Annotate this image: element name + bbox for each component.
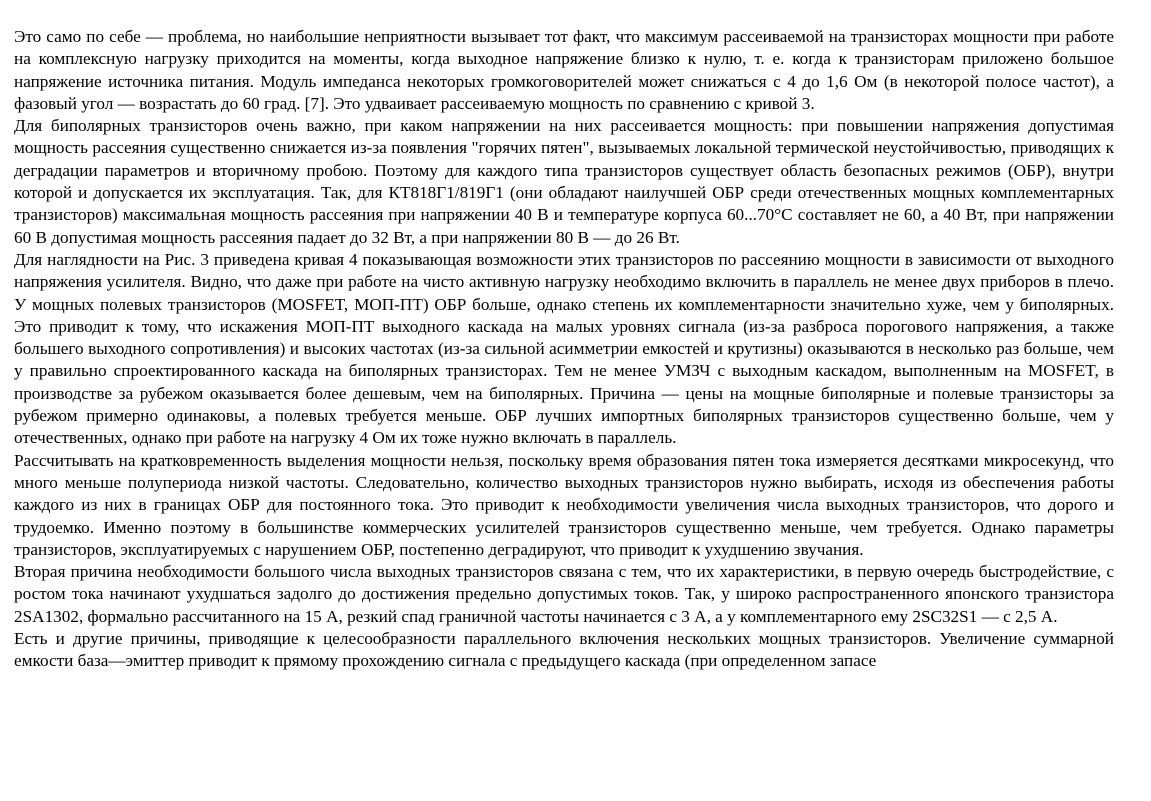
paragraph-6: Есть и другие причины, приводящие к целесообразности параллельного включения нескольких мощных транзисторов. Увеличение суммарной емкости база—эмиттер приводит к прямому прохождению сигнала с предыдущего каскада (при определенном запасе <box>14 629 1114 671</box>
paragraph-5: Вторая причина необходимости большого числа выходных транзисторов связана с тем, что их характеристики, в первую очередь быстродействие, с ростом тока начинают ухудшаться задолго до достижения предельно допустимых токов. Так, у широко распространенного японского транзистора 2SA1302, формально рассчитанного на 15 А, резкий спад граничной частоты начинается с 3 А, а у комплементарного ему 2SC32S1 — с 2,5 А. <box>14 562 1114 626</box>
paragraph-4: Рассчитывать на кратковременность выделения мощности нельзя, поскольку время образования пятен тока измеряется десятками микросекунд, что много меньше полупериода низкой частоты. Следовательно, количество выходных транзисторов нужно выбирать, исходя из обеспечения работы каждого из них в границах ОБР для постоянного тока. Это приводит к необходимости увеличения числа выходных транзисторов, что дорого и трудоемко. Именно поэтому в большинстве коммерческих усилителей транзисторов существенно меньше, чем требуется. Однако параметры транзисторов, эксплуатируемых с нарушением ОБР, постепенно деградируют, что приводит к ухудшению звучания. <box>14 450 1114 559</box>
paragraph-1: Это само по себе — проблема, но наибольшие неприятности вызывает тот факт, что максимум рассеиваемой на транзисторах мощности при работе на комплексную нагрузку приходится на моменты, когда выходное напряжение близко к нулю, т. е. когда к транзисторам приложено большое напряжение источника питания. Модуль импеданса некоторых громкоговорителей может снижаться с 4 до 1,6 Ом (в некоторой полосе частот), а фазовый угол — возрастать до 60 град. [7]. Это удваивает рассеиваемую мощность по сравнению с кривой 3. <box>14 27 1114 113</box>
document-page <box>14 26 1114 673</box>
paragraph-3: Для наглядности на Рис. 3 приведена кривая 4 показывающая возможности этих транзисторов по рассеянию мощности в зависимости от выходного напряжения усилителя. Видно, что даже при работе на чисто активную нагрузку необходимо включить в параллель не менее двух приборов в плечо. У мощных полевых транзисторов (MOSFET, МОП-ПТ) ОБР больше, однако степень их комплементарности значительно хуже, чем у биполярных. Это приводит к тому, что искажения МОП-ПТ выходного каскада на малых уровнях сигнала (из-за разброса порогового напряжения, а также большего выходного сопротивления) и высоких частотах (из-за сильной асимметрии емкостей и крутизны) оказываются в несколько раз больше, чем у правильно спроектированного каскада на биполярных транзисторах. Тем не менее УМЗЧ с выходным каскадом, выполненным на MOSFET, в производстве за рубежом оказывается более дешевым, чем на биполярных. Причина — цены на мощные биполярные и полевые транзисторы за рубежом примерно одинаковы, а полевых требуется меньше. ОБР лучших импортных биполярных транзисторов существенно больше, чем у отечественных, однако при работе на нагрузку 4 Ом их тоже нужно включать в параллель. <box>14 249 1114 448</box>
paragraph-2: Для биполярных транзисторов очень важно, при каком напряжении на них рассеивается мощность: при повышении напряжения допустимая мощность рассеяния существенно снижается из-за появления "горячих пятен", вызываемых локальной термической неустойчивостью, приводящих к деградации параметров и вторичному пробою. Поэтому для каждого типа транзисторов существует область безопасных режимов (ОБР), внутри которой и допускается их эксплуатация. Так, для КТ818Г1/819Г1 (они обладают наилучшей ОБР среди отечественных мощных комплементарных транзисторов) максимальная мощность рассеяния при напряжении 40 В и температуре корпуса 60...70°С составляет не 60, а 40 Вт, при напряжении 60 В допустимая мощность рассеяния падает до 32 Вт, а при напряжении 80 В — до 26 Вт. <box>14 116 1114 247</box>
